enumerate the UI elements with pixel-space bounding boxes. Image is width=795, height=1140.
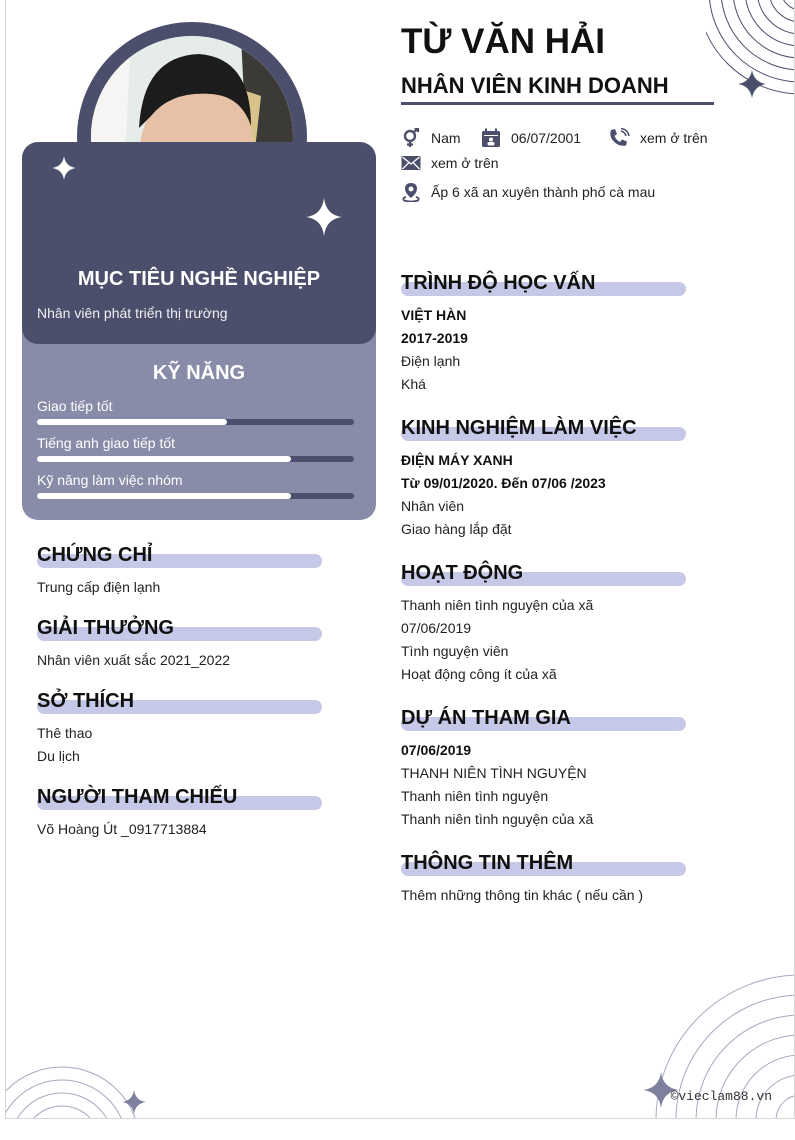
star-icon — [738, 70, 766, 98]
objective-title: MỤC TIÊU NGHỀ NGHIỆP — [77, 268, 321, 290]
project-date: 07/06/2019 — [401, 742, 472, 758]
section-line: Thêm những thông tin khác ( nếu cần ) — [401, 887, 644, 903]
cv-page — [5, 0, 795, 1119]
section-title: CHỨNG CHỈ — [37, 544, 153, 566]
skills-title: KỸ NĂNG — [152, 362, 246, 384]
section-line: Thanh niên tình nguyện của xã — [401, 597, 594, 613]
section-line: Tình nguyện viên — [401, 643, 509, 659]
skill-label: Tiếng anh giao tiếp tốt — [37, 435, 176, 451]
location-pin-icon — [401, 182, 421, 202]
skill-item — [37, 398, 354, 425]
section-line: 07/06/2019 — [401, 620, 472, 636]
section-line: Trung cấp điện lạnh — [37, 579, 161, 595]
section-certificates — [37, 544, 160, 599]
experience-description: Giao hàng lắp đặt — [401, 521, 512, 537]
section-title: SỞ THÍCH — [37, 690, 135, 712]
experience-period: Từ 09/01/2020. Đến 07/06 /2023 — [401, 475, 606, 491]
section-line: Du lịch — [37, 748, 80, 764]
section-awards — [37, 617, 230, 672]
company-name: ĐIỆN MÁY XANH — [401, 452, 513, 468]
skill-item — [37, 435, 354, 462]
section-line: Nhân viên xuất sắc 2021_2022 — [37, 652, 231, 668]
section-additional-info — [401, 852, 643, 907]
envelope-icon — [401, 155, 421, 171]
skill-bar — [37, 493, 354, 499]
section-line: Hoạt động công ít của xã — [401, 666, 557, 682]
section-projects — [401, 707, 593, 831]
watermark: ©vieclam88.vn — [670, 1089, 772, 1104]
gender-value: Nam — [431, 130, 461, 146]
section-line: Thanh niên tình nguyện — [401, 788, 549, 804]
skill-bar-fill — [37, 419, 227, 425]
star-icon — [122, 1090, 146, 1114]
contact-birthday — [481, 128, 581, 148]
education-period: 2017-2019 — [401, 330, 468, 346]
section-title: DỰ ÁN THAM GIA — [401, 707, 571, 729]
candidate-name: TỪ VĂN HẢI — [401, 22, 606, 61]
phone-value: xem ở trên — [640, 130, 708, 146]
section-line: Võ Hoàng Út _0917713884 — [37, 821, 207, 837]
section-title: NGƯỜI THAM CHIẾU — [37, 786, 238, 808]
contact-phone — [608, 128, 708, 148]
title-divider — [401, 102, 714, 105]
phone-icon — [608, 128, 630, 148]
contact-address — [401, 182, 655, 202]
section-line: Thanh niên tình nguyện của xã — [401, 811, 594, 827]
section-title: HOẠT ĐỘNG — [401, 562, 524, 584]
skill-bar-fill — [37, 493, 291, 499]
section-title: KINH NGHIỆM LÀM VIỆC — [401, 417, 637, 439]
section-line: Thê thao — [37, 725, 93, 741]
education-major: Điện lạnh — [401, 353, 461, 369]
education-grade: Khá — [401, 376, 426, 392]
skill-item — [37, 472, 354, 499]
birthday-value: 06/07/2001 — [511, 130, 582, 146]
skill-label: Kỹ năng làm việc nhóm — [37, 472, 183, 488]
skill-bar-fill — [37, 456, 291, 462]
section-line: THANH NIÊN TÌNH NGUYỆN — [401, 765, 587, 781]
skill-label: Giao tiếp tốt — [37, 398, 113, 414]
section-activities — [401, 562, 593, 686]
skill-bar — [37, 419, 354, 425]
email-value: xem ở trên — [431, 155, 499, 171]
skills-card — [22, 320, 376, 520]
calendar-icon — [481, 128, 501, 148]
section-references — [37, 786, 237, 841]
job-title: NHÂN VIÊN KINH DOANH — [401, 73, 669, 98]
contact-email — [401, 155, 499, 171]
address-value: Ấp 6 xã an xuyên thành phố cà mau — [431, 184, 656, 200]
skill-bar — [37, 456, 354, 462]
contact-gender — [401, 128, 461, 148]
experience-position: Nhân viên — [401, 498, 465, 514]
section-title: TRÌNH ĐỘ HỌC VẤN — [401, 272, 596, 294]
sparkle-icon — [306, 198, 342, 236]
section-hobbies — [37, 690, 134, 768]
gender-icon — [401, 128, 421, 148]
section-experience — [401, 417, 637, 541]
section-education — [401, 272, 595, 396]
objective-text: Nhân viên phát triển thị trường — [37, 305, 228, 321]
section-title: GIẢI THƯỞNG — [37, 617, 174, 639]
sparkle-icon — [52, 156, 76, 180]
section-title: THÔNG TIN THÊM — [401, 852, 574, 874]
school-name: VIỆT HÀN — [401, 307, 467, 323]
